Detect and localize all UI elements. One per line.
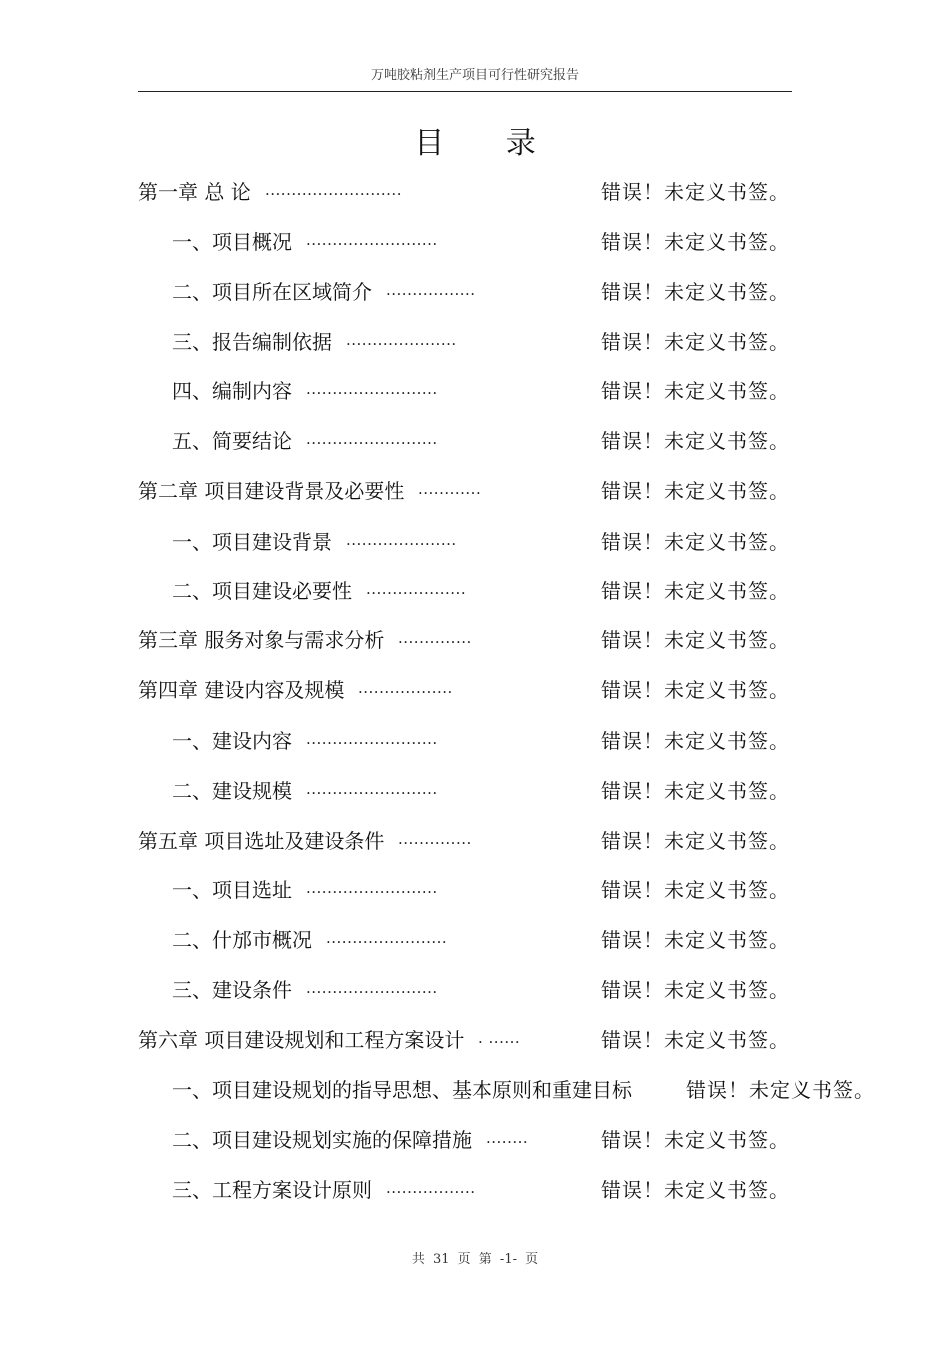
toc-entry-label: 二、什邡市概况 (172, 928, 312, 952)
toc-entry-page: 错误！未定义书签。 (601, 829, 790, 853)
toc-entry-leader: ......................... (306, 730, 438, 748)
toc-entry[interactable] (0, 274, 950, 310)
toc-entry-page: 错误！未定义书签。 (601, 429, 790, 453)
toc-entry-label: 第五章 项目选址及建设条件 (138, 829, 385, 853)
toc-entry[interactable] (0, 922, 950, 958)
toc-entry[interactable] (0, 972, 950, 1008)
toc-entry-label: 四、编制内容 (172, 379, 292, 403)
toc-entry-label: 第一章 总 论 (138, 180, 251, 204)
toc-entry[interactable] (0, 224, 950, 260)
toc-entry-label: 五、简要结论 (172, 429, 292, 453)
toc-entry-page: 错误！未定义书签。 (601, 779, 790, 803)
toc-entry[interactable] (0, 622, 950, 658)
toc-entry-page: 错误！未定义书签。 (601, 180, 790, 204)
toc-title: 目 录 (414, 126, 562, 161)
toc-entry-label: 一、项目建设背景 (172, 530, 332, 554)
toc-entry-page: 错误！未定义书签。 (601, 978, 790, 1002)
toc-entry-label: 第二章 项目建设背景及必要性 (138, 479, 405, 503)
toc-entry[interactable] (0, 473, 950, 509)
toc-entry-label: 三、工程方案设计原则 (172, 1178, 372, 1202)
running-header: 万吨胶粘剂生产项目可行性研究报告 (370, 68, 579, 83)
toc-entry-label: 三、建设条件 (172, 978, 292, 1002)
toc-entry-label: 二、项目所在区域简介 (172, 280, 372, 304)
toc-entry-page: 错误！未定义书签。 (601, 530, 790, 554)
toc-entry[interactable] (0, 373, 950, 409)
toc-entry-page: 错误！未定义书签。 (601, 1178, 790, 1202)
toc-entry-label: 二、项目建设必要性 (172, 579, 352, 603)
toc-entry-leader: ......................... (306, 430, 438, 448)
toc-entry-leader: .............. (398, 629, 472, 647)
toc-entry-leader: .................. (358, 679, 453, 697)
toc-entry[interactable] (0, 174, 950, 210)
toc-entry-page: 错误！未定义书签。 (601, 379, 790, 403)
toc-entry-page: 错误！未定义书签。 (601, 230, 790, 254)
toc-entry-label: 第四章 建设内容及规模 (138, 678, 345, 702)
toc-entry-label: 一、建设内容 (172, 729, 292, 753)
toc-entry-page: 错误！未定义书签。 (601, 479, 790, 503)
toc-entry-leader: ......................... (306, 979, 438, 997)
toc-entry-page: 错误！未定义书签。 (601, 729, 790, 753)
page-footer: 共 31 页 第 -1- 页 (411, 1252, 539, 1267)
toc-entry-label: 第三章 服务对象与需求分析 (138, 628, 385, 652)
toc-entry[interactable] (0, 324, 950, 360)
toc-entry-leader: ............ (418, 480, 482, 498)
toc-entry-label: 二、项目建设规划实施的保障措施 (172, 1128, 472, 1152)
toc-entry[interactable] (0, 1122, 950, 1158)
toc-entry[interactable] (0, 723, 950, 759)
toc-entry[interactable] (0, 872, 950, 908)
toc-entry-label: 一、项目概况 (172, 230, 292, 254)
toc-entry[interactable] (0, 823, 950, 859)
toc-entry-page: 错误！未定义书签。 (601, 579, 790, 603)
toc-entry-leader: ......................... (306, 380, 438, 398)
toc-entry[interactable] (0, 423, 950, 459)
toc-entry-label: 一、项目建设规划的指导思想、基本原则和重建目标 (172, 1078, 632, 1102)
toc-entry-leader: ................... (366, 580, 467, 598)
toc-entry[interactable] (0, 524, 950, 560)
toc-entry-leader: ................. (386, 281, 476, 299)
toc-entry-page: 错误！未定义书签。 (601, 628, 790, 652)
toc-entry-label: 第六章 项目建设规划和工程方案设计 (138, 1028, 465, 1052)
toc-entry-leader: ......................... (306, 231, 438, 249)
toc-entry[interactable] (0, 1172, 950, 1208)
toc-entry-page: 错误！未定义书签。 (601, 280, 790, 304)
toc-entry-leader: .............. (398, 830, 472, 848)
toc-entry-leader: . ...... (478, 1029, 521, 1047)
toc-entry-page: 错误！未定义书签。 (601, 1128, 790, 1152)
toc-entry-page: 错误！未定义书签。 (601, 330, 790, 354)
toc-entry-leader: ........ (486, 1129, 529, 1147)
toc-entry-leader: ..................... (346, 331, 457, 349)
toc-entry[interactable] (0, 1022, 950, 1058)
toc-entry-leader: ......................... (306, 780, 438, 798)
toc-entry-page: 错误！未定义书签。 (601, 678, 790, 702)
toc-entry-page: 错误！未定义书签。 (601, 878, 790, 902)
toc-entry-leader: ..................... (346, 531, 457, 549)
toc-entry[interactable] (0, 672, 950, 708)
toc-entry-leader: ......................... (306, 879, 438, 897)
toc-entry-leader: ....................... (326, 929, 448, 947)
toc-entry[interactable] (0, 773, 950, 809)
toc-entry-label: 一、项目选址 (172, 878, 292, 902)
toc-entry[interactable] (0, 573, 950, 609)
toc-entry-page: 错误！未定义书签。 (601, 1028, 790, 1052)
toc-entry-leader: ................. (386, 1179, 476, 1197)
toc-entry-label: 三、报告编制依据 (172, 330, 332, 354)
toc-entry-label: 二、建设规模 (172, 779, 292, 803)
toc-entry-leader: .......................... (265, 181, 402, 199)
toc-entry[interactable] (0, 1072, 950, 1108)
toc-entry-page: 错误！未定义书签。 (601, 928, 790, 952)
toc-entry-page: 错误！未定义书签。 (686, 1078, 875, 1102)
